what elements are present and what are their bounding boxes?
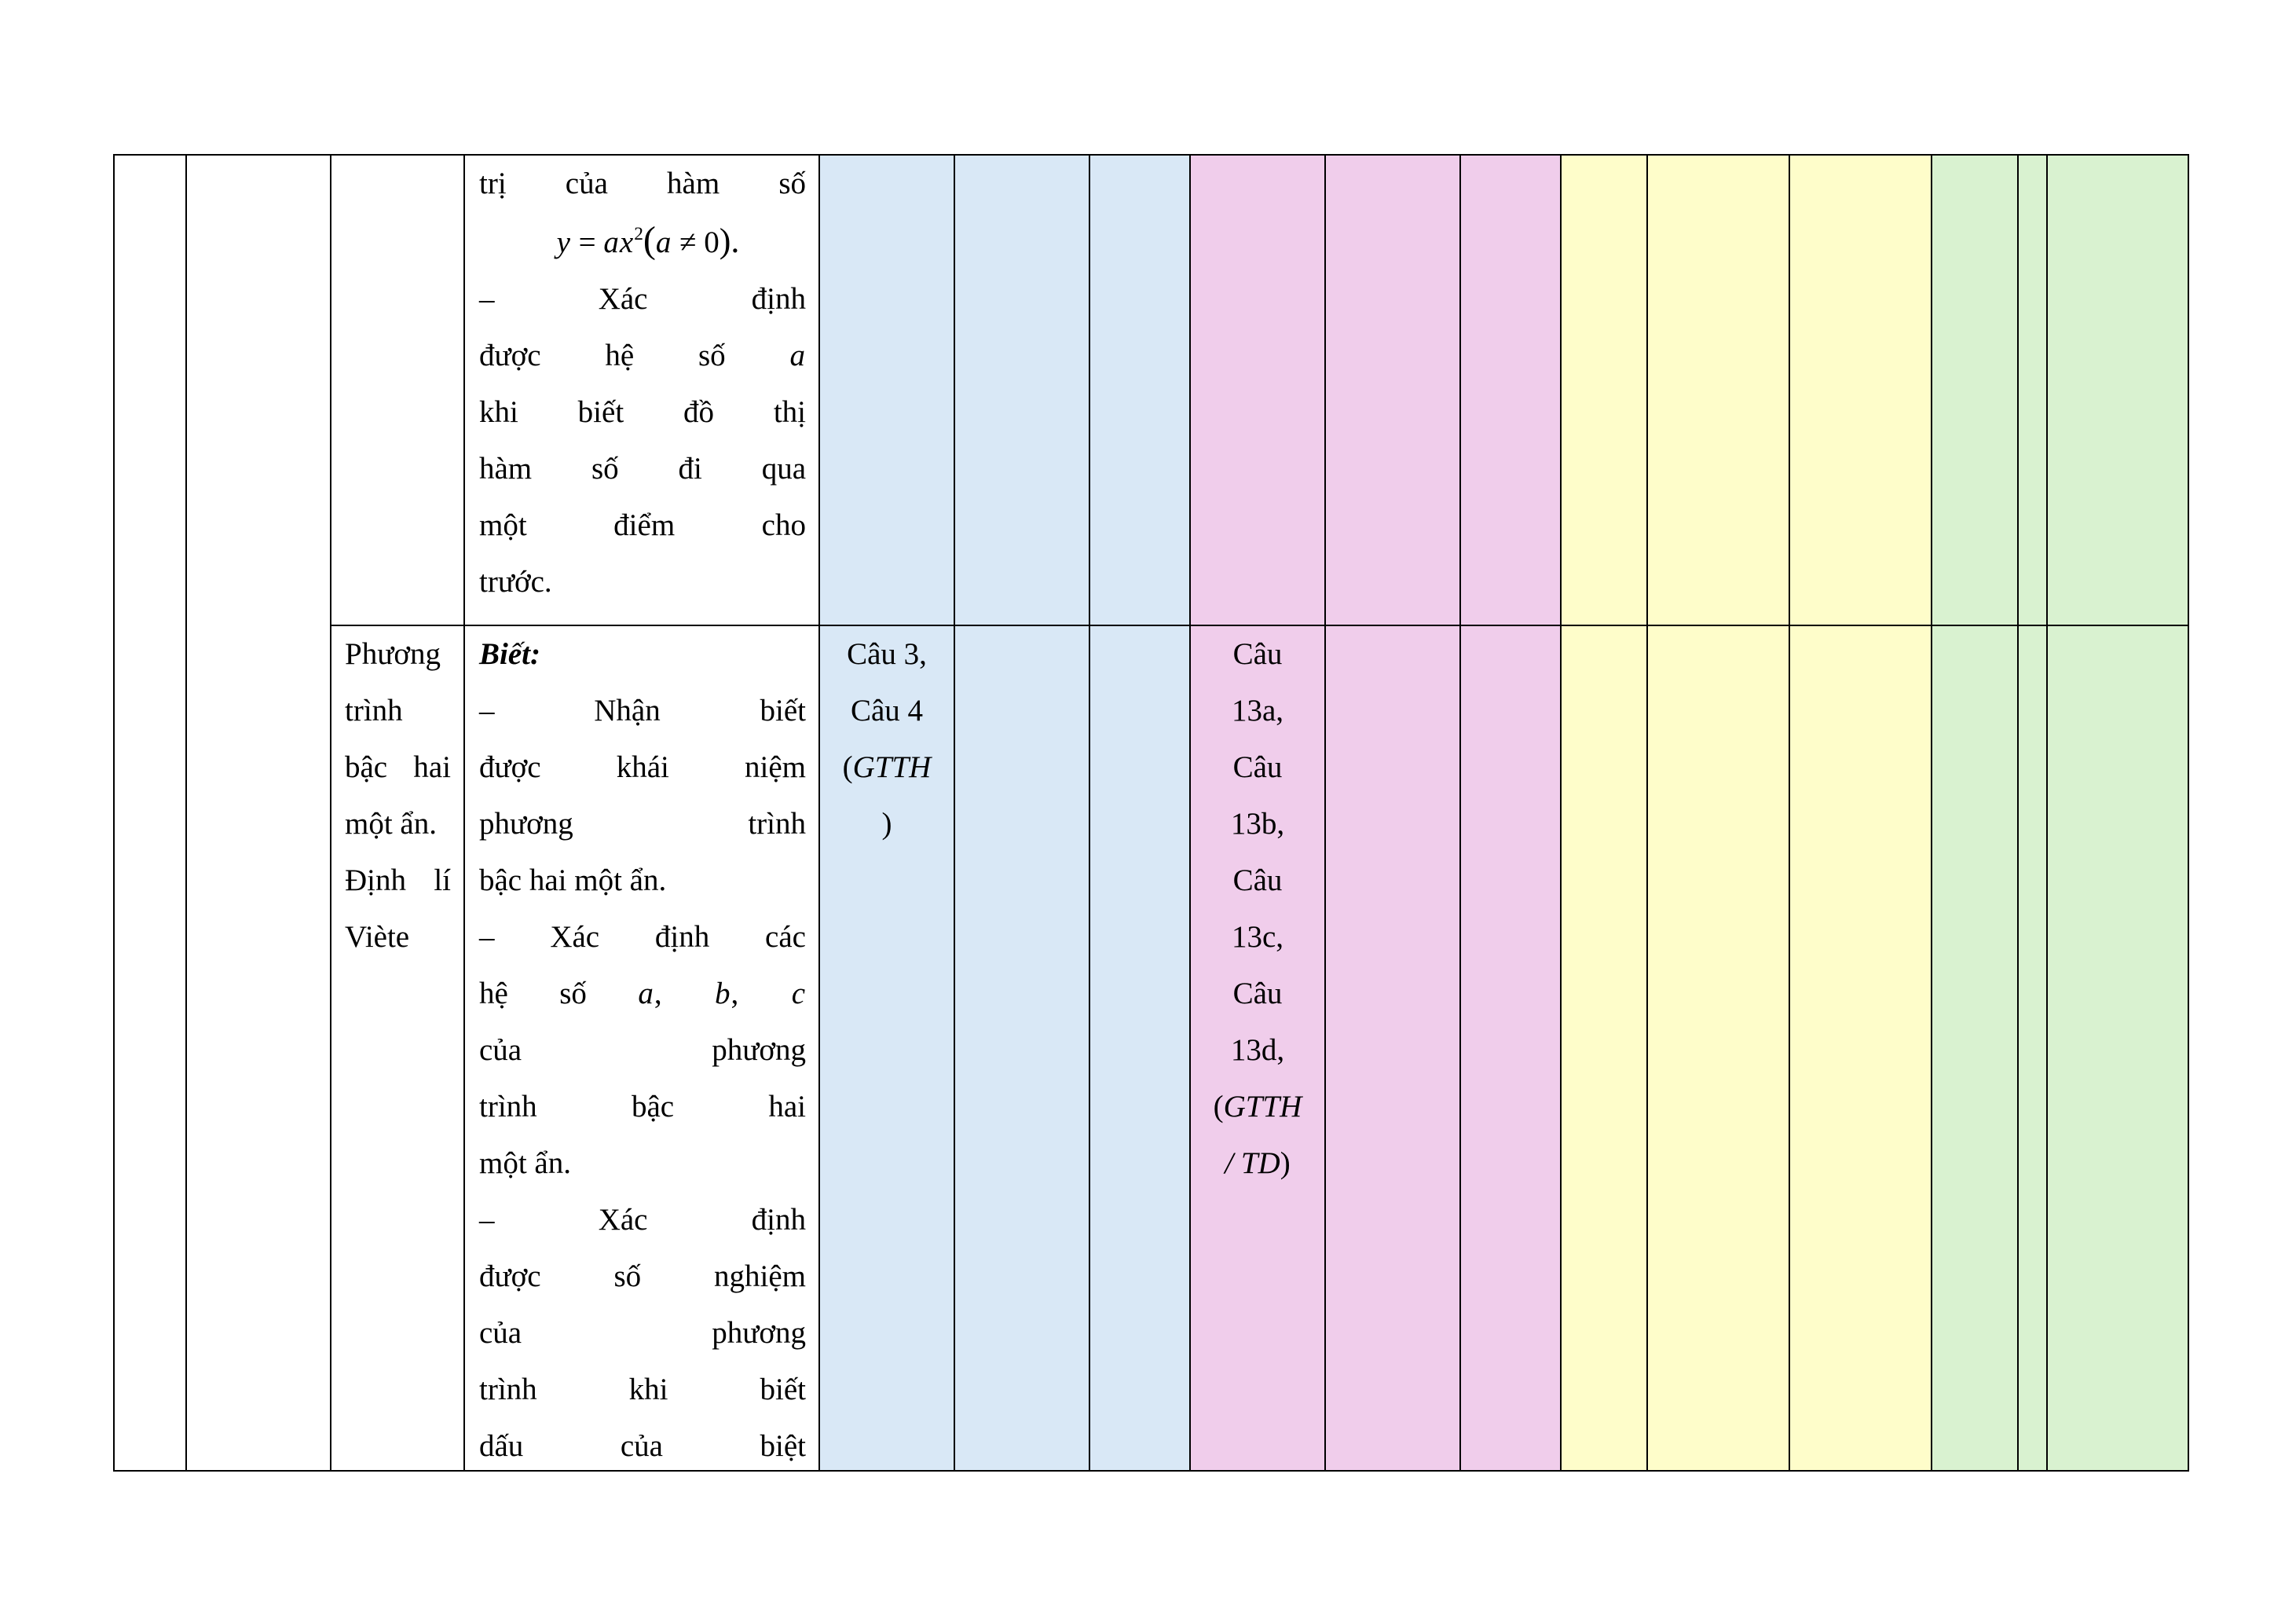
- assessment-matrix-table: [113, 154, 2188, 1472]
- question-ref: Câu: [1232, 750, 1283, 784]
- question-ref: Câu 4: [850, 694, 924, 728]
- topic-line: Viète: [345, 920, 410, 954]
- row1-blue-cell-3: [1089, 154, 1191, 626]
- row2-yellow-cell-1: [1560, 625, 1648, 1472]
- content-line: được số nghiệm: [479, 1259, 806, 1293]
- row1-yellow-cell-3: [1789, 154, 1932, 626]
- row2-green-cell-1: [1931, 625, 2019, 1472]
- question-ref: 13b,: [1230, 807, 1285, 841]
- question-ref: Câu: [1232, 637, 1283, 671]
- formula-line: $y = ax^2(a \ne 0)$.: [556, 219, 740, 261]
- content-heading: Biết:: [479, 637, 540, 671]
- row1-pink-cell-1: [1189, 154, 1326, 626]
- content-line: khi biết đồ thị: [479, 395, 806, 429]
- row1-yellow-cell-1: [1560, 154, 1648, 626]
- content-line: – Xác định: [479, 282, 806, 316]
- row2-blue-cell-2: [954, 625, 1090, 1472]
- row2-yellow-cell-3: [1789, 625, 1932, 1472]
- question-ref: Câu: [1232, 863, 1283, 897]
- question-ref: Câu: [1232, 977, 1283, 1010]
- question-tag-close: ): [881, 807, 892, 841]
- content-line: trước.: [479, 565, 552, 599]
- col-chapter-cell: [185, 154, 331, 1472]
- row1-green-cell-1: [1931, 154, 2019, 626]
- question-tag: / TD): [1225, 1146, 1291, 1180]
- content-line: một ẩn.: [479, 1146, 571, 1180]
- row1-blue-cell-1: [818, 154, 955, 626]
- content-line: được khái niệm: [479, 750, 806, 784]
- row1-pink-cell-3: [1459, 154, 1562, 626]
- content-line: bậc hai một ẩn.: [479, 863, 667, 897]
- row1-content-cell: [463, 154, 820, 626]
- formula-y: y: [556, 225, 571, 259]
- topic-line: Phương: [345, 637, 441, 671]
- content-line: phương trình: [479, 807, 806, 841]
- row2-yellow-cell-2: [1646, 625, 1790, 1472]
- row1-green-cell-last: [2046, 154, 2189, 626]
- content-line: trị của hàm số: [479, 167, 806, 200]
- content-line: trình bậc hai: [479, 1090, 806, 1124]
- content-line: hàm số đi qua: [479, 452, 806, 486]
- content-line: một điểm cho: [479, 508, 806, 542]
- question-tag: (GTTH: [1213, 1090, 1302, 1124]
- topic-line: một ẩn.: [345, 807, 437, 841]
- row2-pink-cell-3: [1459, 625, 1562, 1472]
- topic-line: trình: [345, 694, 403, 728]
- content-line: hệ số a, b, c: [479, 977, 806, 1010]
- topic-line: bậc hai: [345, 750, 451, 784]
- col-stt-cell: [113, 154, 187, 1472]
- row1-blue-cell-2: [954, 154, 1090, 626]
- question-ref: 13a,: [1231, 694, 1284, 728]
- row2-topic-cell: [330, 625, 465, 1472]
- row1-pink-cell-2: [1324, 154, 1461, 626]
- row2-green-cell-last: [2046, 625, 2189, 1472]
- row2-pink-cell-1: [1189, 625, 1326, 1472]
- row1-yellow-cell-2: [1646, 154, 1790, 626]
- question-ref: Câu 3,: [847, 637, 927, 671]
- content-line: của phương: [479, 1033, 806, 1067]
- content-line: – Xác định: [479, 1203, 806, 1237]
- row2-content-cell: [463, 625, 820, 1472]
- content-line: – Nhận biết: [479, 694, 806, 728]
- content-line: được hệ số a: [479, 339, 806, 372]
- question-ref: 13d,: [1230, 1033, 1285, 1067]
- content-line: trình khi biết: [479, 1373, 806, 1406]
- row2-pink-cell-2: [1324, 625, 1461, 1472]
- row1-topic-cell: [330, 154, 465, 626]
- row2-blue-cell-3: [1089, 625, 1191, 1472]
- content-line: của phương: [479, 1316, 806, 1350]
- row2-blue-cell-1: [818, 625, 955, 1472]
- question-tag: (GTTH: [842, 750, 932, 784]
- question-ref: 13c,: [1231, 920, 1284, 954]
- content-line: – Xác định các: [479, 920, 806, 954]
- topic-line: Định lí: [345, 863, 451, 897]
- content-line: dấu của biệt: [479, 1429, 806, 1463]
